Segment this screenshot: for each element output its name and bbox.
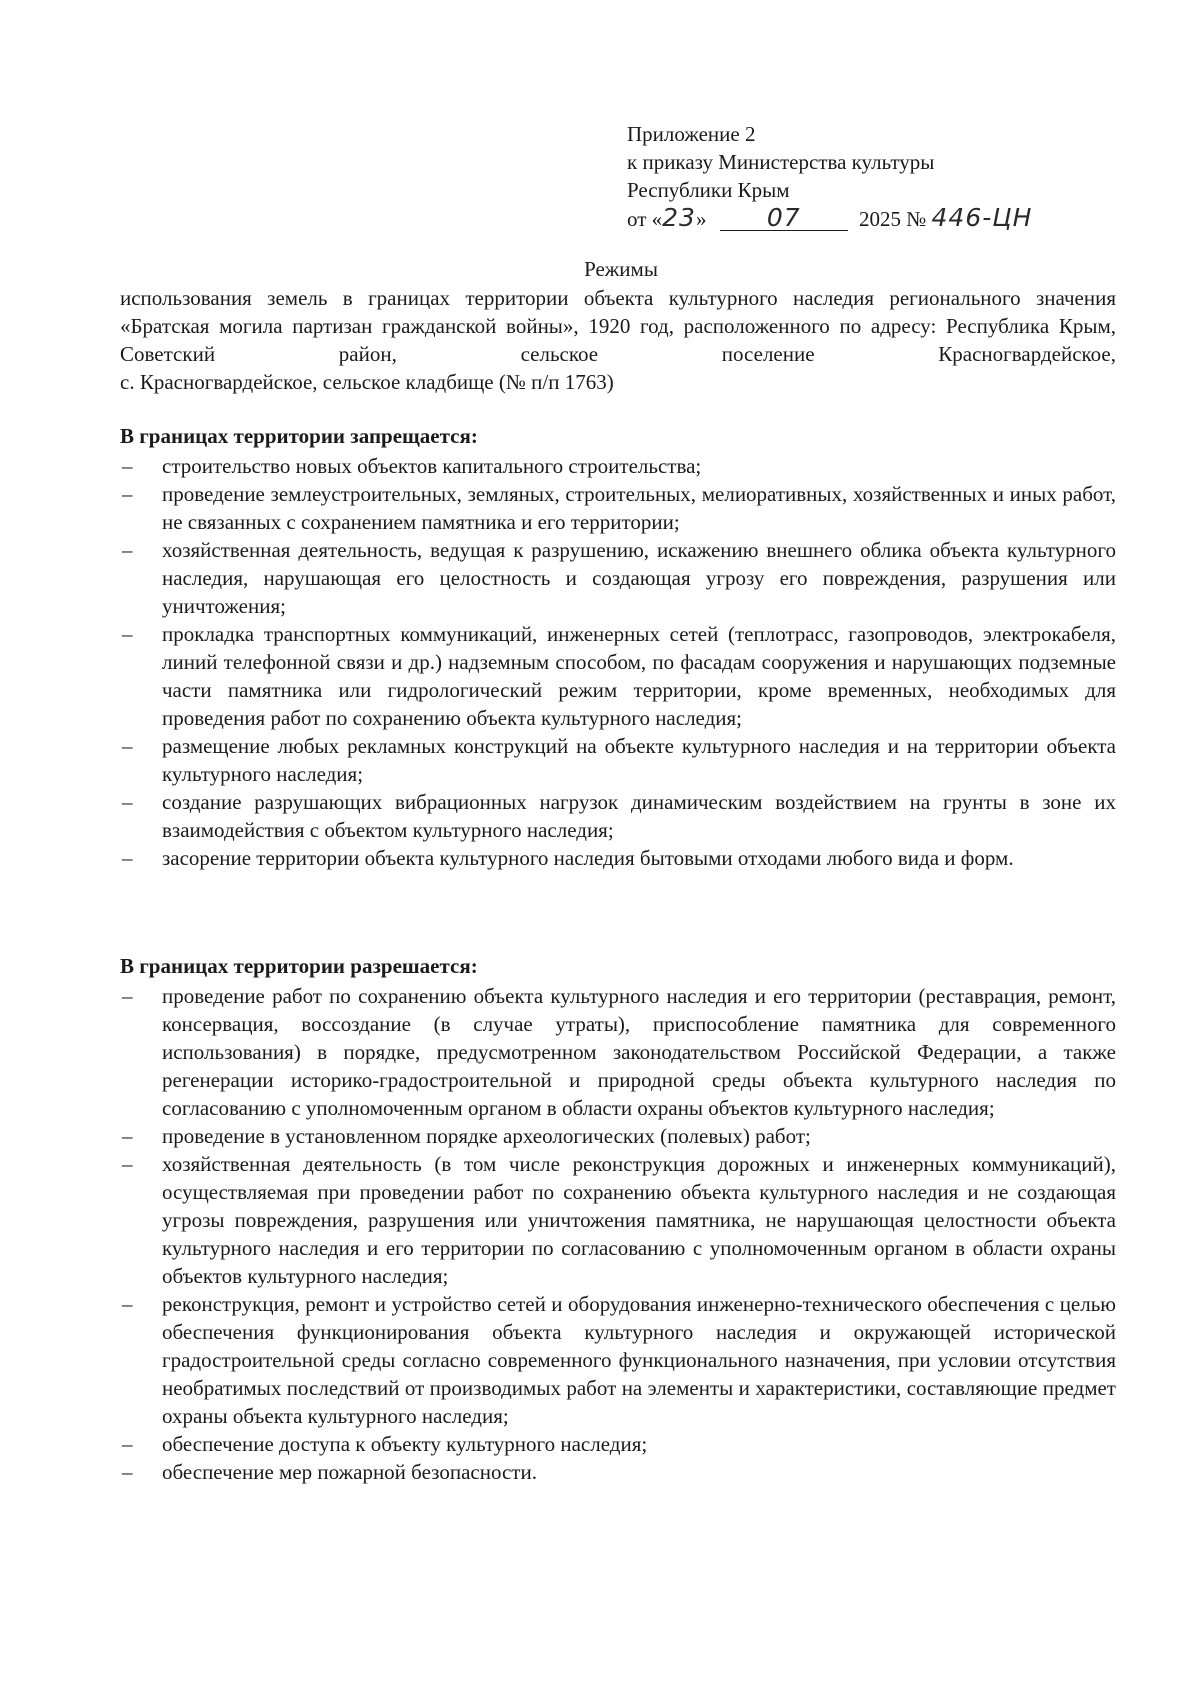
dash-marker: – <box>122 1432 133 1456</box>
document-title: Режимы <box>584 257 658 281</box>
subtitle-text: использования земель в границах территории объекта культурного наследия регионального значения «Братская могила партизан гражданской войны», 1920 год, расположенного по адресу: Республика Крым, Советский район, сельское поселение Красногвардейское, <box>120 286 1116 366</box>
list-item-text: прокладка транспортных коммуникаций, инженерных сетей (теплотрасс, газопроводов, электрокабеля, линий телефонной связи и др.) надземным способом, по фасадам сооружения и нарушающих подземные части памятника или гидрологический режим территории, кроме временных, необходимых для проведения работ по сохранению объекта культурного наследия; <box>162 622 1116 730</box>
dash-marker: – <box>122 984 133 1008</box>
list-item-text: создание разрушающих вибрационных нагрузок динамическим воздействием на грунты в зоне их взаимодействия с объектом культурного наследия; <box>162 790 1116 842</box>
prohibited-list <box>120 452 1116 872</box>
list-item <box>120 480 1116 536</box>
dash-marker: – <box>122 622 133 646</box>
dash-marker: – <box>122 1292 133 1316</box>
list-item <box>120 1290 1116 1430</box>
dash-marker: – <box>122 538 133 562</box>
republic-name: Республики Крым <box>627 178 790 202</box>
order-date-line <box>627 204 1147 233</box>
list-item <box>120 732 1116 788</box>
order-reference: к приказу Министерства культуры <box>627 150 935 174</box>
list-item-text: размещение любых рекламных конструкций на объекте культурного наследия и на территории объекта культурного наследия; <box>162 734 1116 786</box>
allowed-heading: В границах территории разрешается: <box>120 954 478 978</box>
prohibited-section <box>120 422 1116 872</box>
dash-marker: – <box>122 1460 133 1484</box>
allowed-section <box>120 952 1116 1486</box>
list-item <box>120 620 1116 732</box>
list-item <box>120 1122 1116 1150</box>
list-item <box>120 788 1116 844</box>
list-item <box>120 536 1116 620</box>
list-item-text: проведение в установленном порядке археологических (полевых) работ; <box>162 1124 811 1148</box>
list-item-text: проведение работ по сохранению объекта культурного наследия и его территории (реставрация, ремонт, консервация, воссоздание (в случае утраты), приспособление памятника для современного использования) в порядке, предусмотренном законодательством Российской Федерации, а также регенерации историко-градостроительной и природной среды объекта культурного наследия по согласованию с уполномоченным органом в области охраны объектов культурного наследия; <box>162 984 1116 1120</box>
dash-marker: – <box>122 482 133 506</box>
date-quote-close: » <box>695 207 707 231</box>
handwritten-day: 23 <box>662 203 696 232</box>
handwritten-order-number: 446-ЦН <box>931 203 1033 232</box>
handwritten-month: 07 <box>766 203 801 232</box>
appendix-label: Приложение 2 <box>627 122 756 146</box>
allowed-list <box>120 982 1116 1486</box>
list-item <box>120 982 1116 1122</box>
month-field <box>720 203 848 232</box>
list-item-text: хозяйственная деятельность (в том числе реконструкция дорожных и инженерных коммуникаций), осуществляемая при проведении работ по сохранению объекта культурного наследия и не создающая угрозы повреждения, разрушения или уничтожения памятника, не нарушающая целостности объекта культурного наследия и его территории по согласованию с уполномоченным органом в области охраны объектов культурного наследия; <box>162 1152 1116 1288</box>
list-item-text: хозяйственная деятельность, ведущая к разрушению, искажению внешнего облика объекта культурного наследия, нарушающая его целостность и создающая угрозу его повреждения, разрушения или уничтожения; <box>162 538 1116 618</box>
dash-marker: – <box>122 1152 133 1176</box>
dash-marker: – <box>122 1124 133 1148</box>
dash-marker: – <box>122 454 133 478</box>
dash-marker: – <box>122 734 133 758</box>
list-item-text: проведение землеустроительных, земляных, строительных, мелиоративных, хозяйственных и иных работ, не связанных с сохранением памятника и его территории; <box>162 482 1116 534</box>
year-and-number-label: 2025 № <box>858 207 927 231</box>
subtitle-address-end: с. Красногвардейское, сельское кладбище (№ п/п 1763) <box>120 370 614 394</box>
list-item <box>120 452 1116 480</box>
list-item-text: строительство новых объектов капитального строительства; <box>162 454 702 478</box>
prohibited-heading: В границах территории запрещается: <box>120 424 478 448</box>
list-item-text: обеспечение доступа к объекту культурного наследия; <box>162 1432 648 1456</box>
appendix-header <box>627 120 1147 233</box>
dash-marker: – <box>122 846 133 870</box>
date-prefix: от « <box>627 207 663 231</box>
list-item <box>120 1458 1116 1486</box>
document-subtitle <box>120 284 1116 396</box>
list-item <box>120 844 1116 872</box>
dash-marker: – <box>122 790 133 814</box>
list-item-text: засорение территории объекта культурного наследия бытовыми отходами любого вида и форм. <box>162 846 1014 870</box>
list-item <box>120 1430 1116 1458</box>
list-item <box>120 1150 1116 1290</box>
list-item-text: реконструкция, ремонт и устройство сетей и оборудования инженерно-технического обеспечения с целью обеспечения функционирования объекта культурного наследия и окружающей исторической градостроительной среды согласно современного функционального назначения, при условии отсутствия необратимых последствий от производимых работ на элементы и характеристики, составляющие предмет охраны объекта культурного наследия; <box>162 1292 1116 1428</box>
list-item-text: обеспечение мер пожарной безопасности. <box>162 1460 537 1484</box>
